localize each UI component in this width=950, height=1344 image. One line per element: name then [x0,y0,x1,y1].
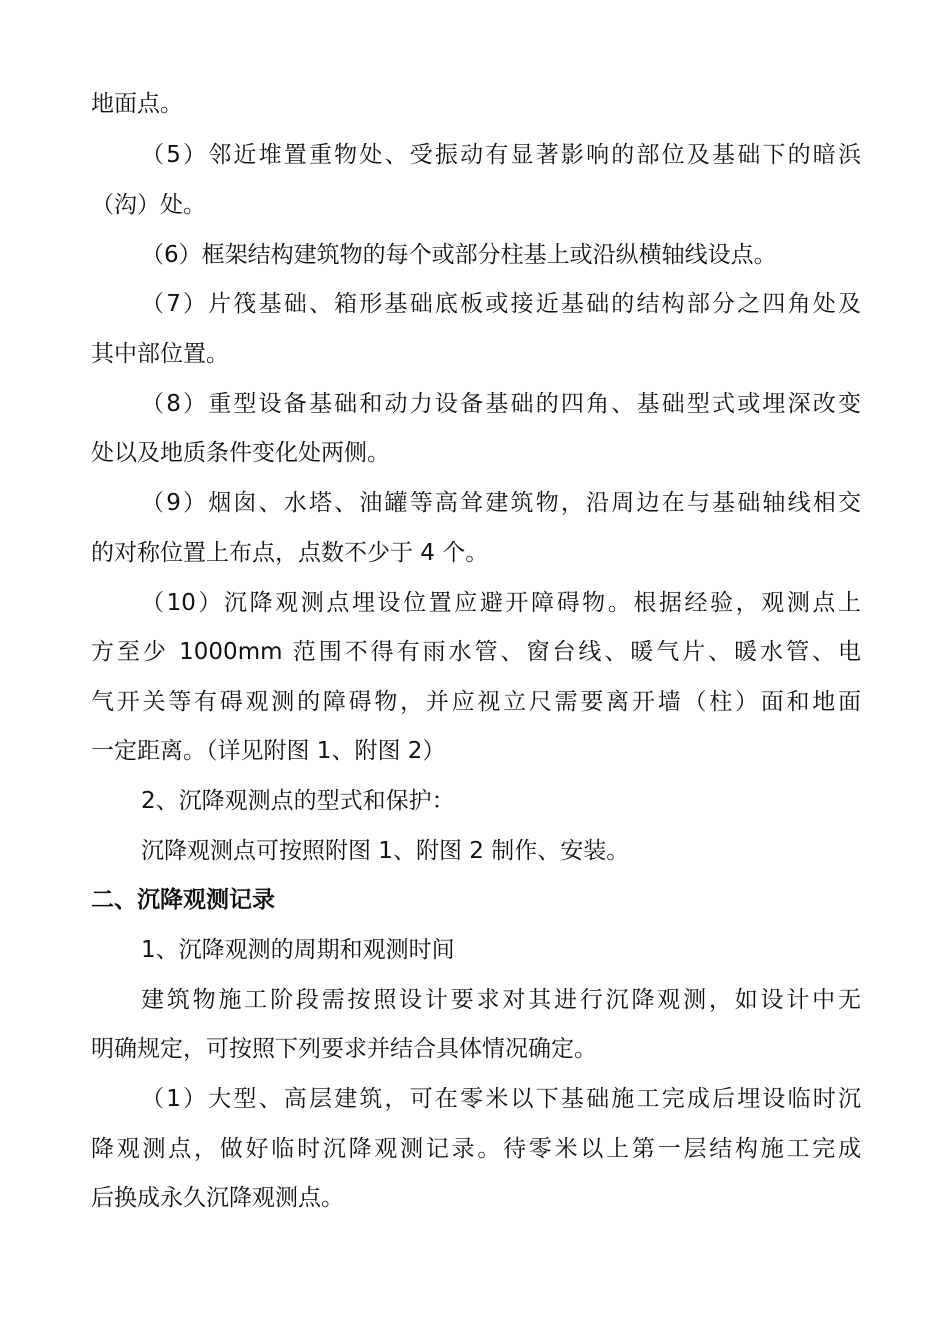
subsection-heading: 1、沉降观测的周期和观测时间 [141,937,455,963]
list-item-10: （10）沉降观测点埋设位置应避开障碍物。根据经验，观测点上 [141,590,861,616]
list-item-7: （7）片筏基础、箱形基础底板或接近基础的结构部分之四角处及 [141,291,861,317]
paragraph-line: 降观测点，做好临时沉降观测记录。待零米以上第一层结构施工完成 [91,1136,861,1162]
paragraph-line: 的对称位置上布点，点数不少于 4 个。 [91,540,489,566]
subsection-heading: 2、沉降观测点的型式和保护： [141,788,455,814]
paragraph-line: 明确规定，可按照下列要求并结合具体情况确定。 [91,1036,597,1062]
paragraph-line: 处以及地质条件变化处两侧。 [91,440,390,466]
list-item-1: （1）大型、高层建筑，可在零米以下基础施工完成后埋设临时沉 [141,1086,861,1112]
list-item-6: （6）框架结构建筑物的每个或部分柱基上或沿纵横轴线设点。 [141,242,777,268]
section-heading: 二、沉降观测记录 [91,887,275,913]
paragraph-line: 沉降观测点可按照附图 1、附图 2 制作、安装。 [141,838,630,864]
paragraph-line: 一定距离。（详见附图 1、附图 2） [91,738,446,764]
paragraph-line: 方至少 1000mm 范围不得有雨水管、窗台线、暖气片、暖水管、电 [91,639,861,665]
paragraph-line: 其中部位置。 [91,341,229,367]
list-item-8: （8）重型设备基础和动力设备基础的四角、基础型式或埋深改变 [141,391,861,417]
paragraph-line: （沟）处。 [91,192,206,218]
paragraph-line: 后换成永久沉降观测点。 [91,1185,344,1211]
list-item-9: （9）烟囱、水塔、油罐等高耸建筑物，沿周边在与基础轴线相交 [141,490,861,516]
paragraph-line: 气开关等有碍观测的障碍物，并应视立尺需要离开墙（柱）面和地面 [91,689,861,715]
list-item-5: （5）邻近堆置重物处、受振动有显著影响的部位及基础下的暗浜 [141,142,861,168]
paragraph-line: 地面点。 [91,91,183,117]
paragraph-line: 建筑物施工阶段需按照设计要求对其进行沉降观测，如设计中无 [141,987,861,1013]
